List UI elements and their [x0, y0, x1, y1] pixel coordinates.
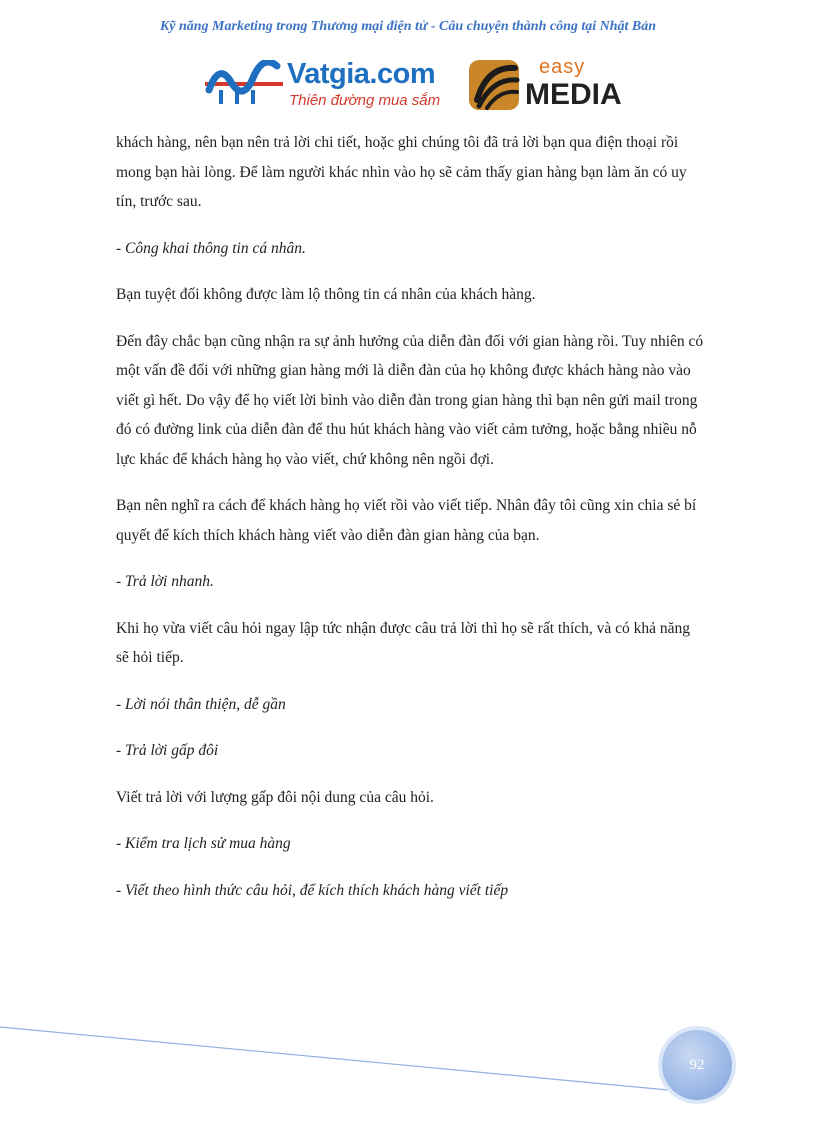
paragraph: khách hàng, nên bạn nên trả lời chi tiết, hoặc ghi chúng tôi đã trả lời bạn qua điện thoại rồi mong bạn hài lòng. Để làm người khác nhìn vào họ sẽ cảm thấy gian hàng bạn làm ăn có uy tín, trước sau.	[116, 134, 687, 210]
bullet-item: - Kiểm tra lịch sử mua hàng	[116, 835, 291, 852]
logo-bar	[205, 56, 625, 116]
easymedia-media-text: MEDIA	[525, 78, 622, 111]
bullet-item: - Trả lời nhanh.	[116, 573, 214, 590]
vatgia-name: Vatgia.com	[287, 58, 436, 90]
paragraph: Bạn nên nghĩ ra cách để khách hàng họ viết rồi vào viết tiếp. Nhân đây tôi cũng xin chia sẻ bí quyết để kích thích khách hàng viết vào diễn đàn gian hàng của bạn.	[116, 497, 697, 544]
paragraph: Viết trả lời với lượng gấp đôi nội dung của câu hỏi.	[116, 788, 434, 806]
easymedia-swirl-icon	[467, 56, 523, 112]
bullet-item: - Công khai thông tin cá nhân.	[116, 239, 306, 257]
easymedia-easy-text: easy	[539, 56, 586, 78]
page-number-badge	[662, 1030, 732, 1100]
page-number: 92	[689, 1056, 705, 1073]
running-header: Kỹ năng Marketing trong Thương mại điện tử - Câu chuyện thành công tại Nhật Bản	[159, 19, 657, 34]
bullet-item: - Lời nói thân thiện, dễ gần	[116, 695, 286, 713]
vatgia-tagline: Thiên đường mua sắm	[289, 92, 441, 109]
easymedia-logo	[467, 56, 627, 114]
vatgia-logo	[205, 56, 455, 114]
page-body	[116, 128, 706, 922]
bullet-item: - Trả lời gấp đôi	[116, 742, 219, 759]
paragraph: Đến đây chắc bạn cũng nhận ra sự ảnh hưởng của diễn đàn đối với gian hàng rồi. Tuy nhiên có một vấn đề đối với những gian hàng mới là diễn đàn của họ không được khách hàng nào vào viết gì hết. Do vậy để họ viết lời bình vào diễn đàn trong gian hàng thì bạn nên gửi mail trong đó có đường link của diễn đàn để thu hút khách hàng vào viết cảm tưởng, hoặc bằng nhiều nỗ lực khác để khách hàng họ vào viết, chứ không nên ngồi đợi.	[116, 332, 704, 468]
vatgia-wave-icon	[205, 60, 283, 108]
bullet-item: - Viết theo hình thức câu hỏi, để kích thích khách hàng viết tiếp	[116, 881, 509, 899]
paragraph: Bạn tuyệt đối không được làm lộ thông tin cá nhân của khách hàng.	[116, 286, 536, 303]
paragraph: Khi họ vừa viết câu hỏi ngay lập tức nhận được câu trả lời thì họ sẽ rất thích, và có khả năng sẽ hỏi tiếp.	[116, 619, 691, 666]
